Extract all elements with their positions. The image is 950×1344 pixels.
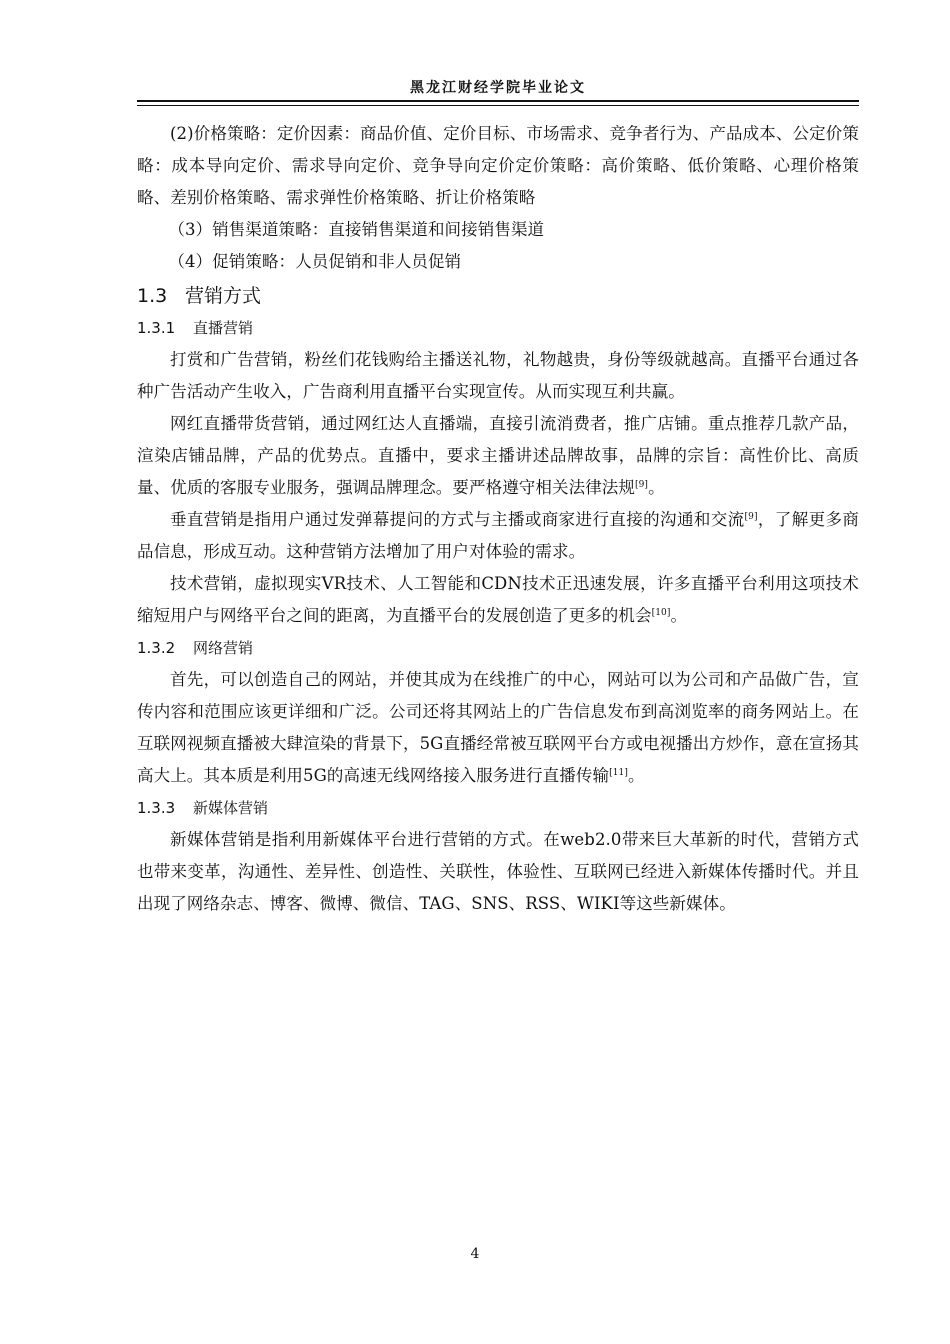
- paragraph-network-marketing: [137, 664, 859, 792]
- citation-ref: [10]: [651, 608, 671, 618]
- subsection-title: 新媒体营销: [193, 799, 269, 817]
- paragraph-channel-strategy: （3）销售渠道策略：直接销售渠道和间接销售渠道: [168, 220, 545, 239]
- subsection-heading-1-3-3: [137, 792, 859, 824]
- paragraph-tech-marketing: [137, 568, 859, 632]
- paragraph-text: 首先，可以创造自己的网站，并使其成为在线推广的中心，网站可以为公司和产品做广告，宣传内容和范围应该更详细和广泛。公司还将其网站上的广告信息发布到高浏览率的商务网站上。在互联网视频直播被大肆渲染的背景下，5G直播经常被互联网平台方或电视播出方炒作，意在宣扬其高大上。其本质是利用5G的高速无线网络接入服务进行直播传输: [137, 670, 859, 785]
- header-rule-thick: [137, 100, 859, 102]
- header-rule-thin: [137, 105, 859, 106]
- citation-ref: [9]: [744, 512, 758, 522]
- running-header: 黑龙江财经学院毕业论文: [410, 80, 586, 96]
- section-heading-1-3: [137, 280, 859, 312]
- subsection-number: 1.3.3: [137, 799, 176, 817]
- subsection-heading-1-3-2: [137, 632, 859, 664]
- subsection-title: 直播营销: [193, 319, 254, 337]
- subsection-title: 网络营销: [193, 639, 254, 657]
- section-title: 营销方式: [185, 285, 262, 307]
- paragraph-vertical-marketing: [137, 504, 859, 568]
- paragraph-end: 。: [670, 606, 688, 625]
- paragraph-influencer-live: [137, 408, 859, 504]
- paragraph-new-media: 新媒体营销是指利用新媒体平台进行营销的方式。在web2.0带来巨大革新的时代，营销方式也带来变革，沟通性、差异性、创造性、关联性，体验性、互联网已经进入新媒体传播时代。并且出现了网络杂志、博客、微博、微信、TAG、SNS、RSS、WIKI等这些新媒体。: [137, 830, 859, 913]
- page-number: 4: [470, 1246, 480, 1262]
- paragraph-end: 。: [627, 766, 645, 785]
- paragraph-text: 技术营销，虚拟现实VR技术、人工智能和CDN技术正迅速发展，许多直播平台利用这项技术缩短用户与网络平台之间的距离，为直播平台的发展创造了更多的机会: [137, 574, 859, 625]
- paragraph-price-strategy: (2)价格策略：定价因素：商品价值、定价目标、市场需求、竞争者行为、产品成本、公定价策略：成本导向定价、需求导向定价、竞争导向定价定价策略：高价策略、低价策略、心理价格策略、差别价格策略、需求弹性价格策略、折让价格策略: [137, 124, 859, 207]
- paragraph-reward-ads: 打赏和广告营销，粉丝们花钱购给主播送礼物，礼物越贵，身份等级就越高。直播平台通过各种广告活动产生收入，广告商利用直播平台实现宣传。从而实现互利共赢。: [137, 350, 859, 401]
- subsection-number: 1.3.2: [137, 639, 176, 657]
- paragraph-text: 垂直营销是指用户通过发弹幕提问的方式与主播或商家进行直接的沟通和交流: [170, 510, 745, 529]
- paragraph-promotion-strategy: （4）促销策略：人员促销和非人员促销: [168, 252, 462, 271]
- paragraph-text: 网红直播带货营销，通过网红达人直播端，直接引流消费者，推广店铺。重点推荐几款产品，渲染店铺品牌，产品的优势点。直播中，要求主播讲述品牌故事，品牌的宗旨：高性价比、高质量、优质的客服专业服务，强调品牌理念。要严格遵守相关法律法规: [137, 414, 859, 497]
- subsection-heading-1-3-1: [137, 312, 859, 344]
- citation-ref: [9]: [635, 480, 649, 490]
- paragraph-text-cont: ，了解更多商品信息，形成互动。这种营销方法增加了用户对体验的需求。: [137, 510, 859, 561]
- paragraph-end: 。: [648, 478, 665, 497]
- document-body: [137, 118, 859, 920]
- citation-ref: [11]: [609, 768, 628, 778]
- subsection-number: 1.3.1: [137, 319, 176, 337]
- section-number: 1.3: [137, 285, 168, 307]
